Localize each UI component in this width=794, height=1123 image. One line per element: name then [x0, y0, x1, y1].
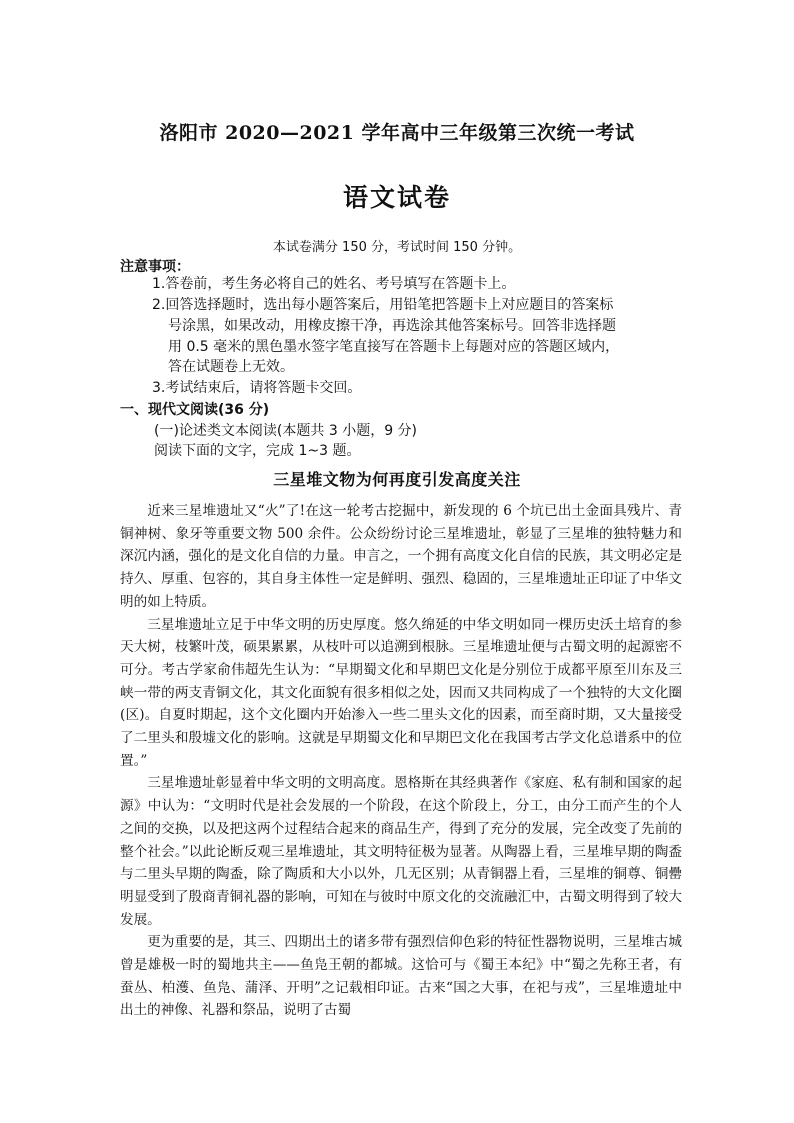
- article-paragraph: 更为重要的是，其三、四期出土的诸多带有强烈信仰色彩的特征性器物说明，三星堆古城曾是雄极一时的蜀地共主——鱼凫王朝的都城。这恰可与《蜀王本纪》中“蜀之先称王者，有蚕丛、柏濩、鱼凫、蒲泽、开明”之记载相印证。古来“国之大事，在祀与戎”，三星堆遗址中出土的神像、礼器和祭品，说明了古蜀: [120, 934, 682, 1019]
- article-title: 三星堆文物为何再度引发高度关注: [273, 470, 521, 489]
- score-time-info: 本试卷满分 150 分，考试时间 150 分钟。: [272, 240, 522, 255]
- subject-title: 语文试卷: [342, 183, 451, 212]
- article-body: [120, 500, 682, 1022]
- article-paragraph: 三星堆遗址立足于中华文明的历史厚度。悠久绵延的中华文明如同一棵历史沃土培育的参天大树，枝繁叶茂，硕果累累，从枝叶可以追溯到根脉。三星堆遗址便与古蜀文明的起源密不可分。考古学家俞伟超先生认为：“早期蜀文化和早期巴文化是分别位于成都平原至川东及三峡一带的两支青铜文化，其文化面貌有很多相似之处，因而又共同构成了一个独特的大文化圈(区)。自夏时期起，这个文化圈内开始渗入一些二里头文化的因素，而至商时期，又大量接受了二里头和殷墟文化的影响。这就是早期蜀文化和早期巴文化在我国考古学文化总谱系中的位置。”: [120, 616, 682, 769]
- exam-title: 洛阳市 2020—2021 学年高中三年级第三次统一考试: [159, 122, 635, 144]
- note-item-2-line-3: 用 0.5 毫米的黑色墨水签字笔直接写在答题卡上每题对应的答题区域内，: [168, 339, 620, 355]
- section-heading: 一、现代文阅读(36 分): [120, 402, 270, 418]
- notes-heading: 注意事项：: [120, 259, 190, 275]
- note-item-2-line-4: 答在试题卷上无效。: [168, 359, 294, 375]
- note-item-1: 1.答卷前，考生务必将自己的姓名、考号填写在答题卡上。: [152, 276, 516, 292]
- article-paragraph: 近来三星堆遗址又“火”了!在这一轮考古挖掘中，新发现的 6 个坑已出土金面具残片、青铜神树、象牙等重要文物 500 余件。公众纷纷讨论三星堆遗址，彰显了三星堆的独特魅力和深沉内涵，强化的是文化自信的力量。申言之，一个拥有高度文化自信的民族，其文明必定是持久、厚重、包容的，其自身主体性一定是鲜明、强烈、稳固的，三星堆遗址正印证了中华文明的如上特质。: [120, 503, 682, 610]
- note-item-3: 3.考试结束后，请将答题卡交回。: [152, 380, 362, 396]
- note-item-2-line-2: 号涂黑，如果改动，用橡皮擦干净，再选涂其他答案标号。回答非选择题: [168, 318, 616, 334]
- article-paragraph: 三星堆遗址彰显着中华文明的文明高度。恩格斯在其经典著作《家庭、私有制和国家的起源》中认为：“文明时代是社会发展的一个阶段，在这个阶段上，分工，由分工而产生的个人之间的交换，以及把这两个过程结合起来的商品生产，得到了充分的发展，完全改变了先前的整个社会。”以此论断反观三星堆遗址，其文明特征极为显著。从陶器上看，三星堆早期的陶盉与二里头早期的陶盉，除了陶质和大小以外，几无区别；从青铜器上看，三星堆的铜尊、铜罍明显受到了殷商青铜礼器的影响，可知在与彼时中原文化的交流融汇中，古蜀文明得到了较大发展。: [120, 775, 682, 928]
- note-item-2: 2.回答选择题时，选出每小题答案后，用铅笔把答题卡上对应题目的答案标: [152, 297, 614, 313]
- reading-instruction: 阅读下面的文字，完成 1~3 题。: [154, 443, 361, 459]
- subsection-heading: (一)论述类文本阅读(本题共 3 小题，9 分): [154, 423, 418, 439]
